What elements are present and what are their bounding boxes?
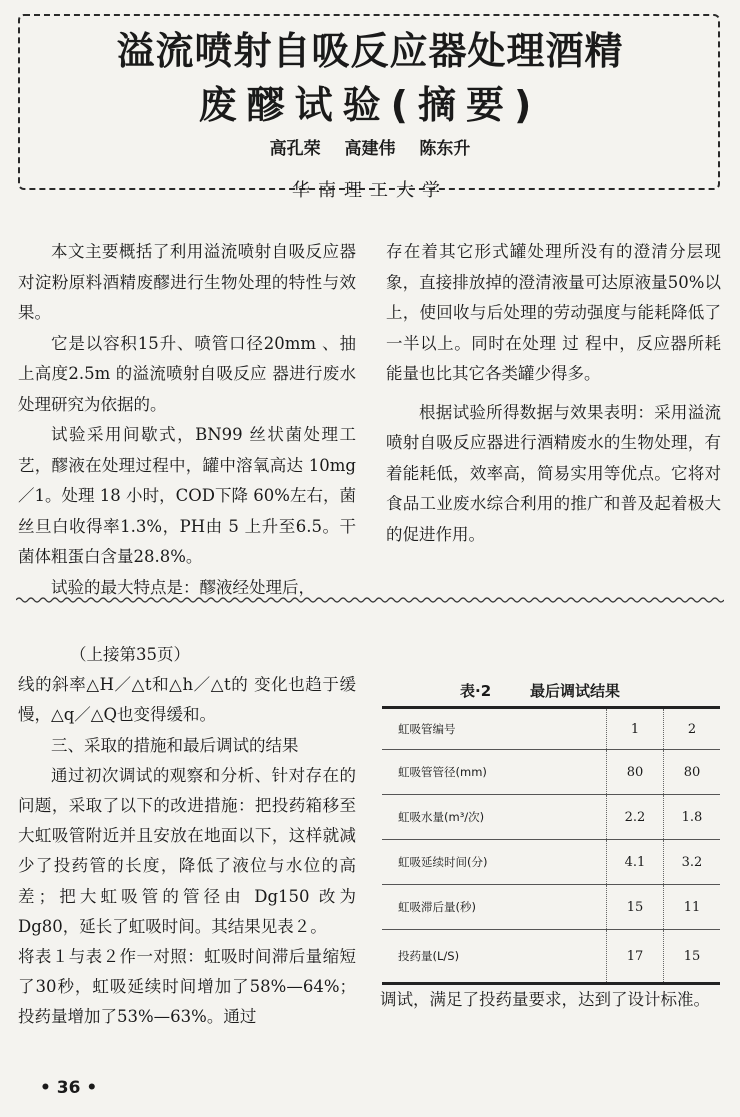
continuation-paragraph-4: 调试，满足了投药量要求，达到了设计标准。 xyxy=(380,990,710,1009)
affiliation: 华南理工大学 xyxy=(292,180,448,201)
table-cell-value-1: 17 xyxy=(607,930,664,984)
table-cell-value-1: 4.1 xyxy=(607,840,664,885)
table-row-label: 虹吸延续时间(分) xyxy=(382,840,607,885)
continuation-column xyxy=(18,640,356,1033)
authors: 高孔荣 高建伟 陈东升 xyxy=(269,139,471,159)
table-row-label: 虹吸管编号 xyxy=(382,708,607,750)
abstract-paragraph-4: 试验的最大特点是：醪液经处理后， xyxy=(51,577,315,597)
abstract-right-column xyxy=(386,237,721,550)
table-cell-value-2: 15 xyxy=(664,930,721,984)
table-cell-value-1: 2.2 xyxy=(607,795,664,840)
table-row-label: 虹吸水量(m³/次) xyxy=(382,795,607,840)
wavy-separator xyxy=(16,594,724,606)
title-line-1: 溢流喷射自吸反应器处理酒精 xyxy=(116,29,624,73)
table-row-label: 虹吸管管径(mm) xyxy=(382,750,607,795)
table-title: 最后调试结果 xyxy=(530,682,621,700)
table-cell-value-1: 80 xyxy=(607,750,664,795)
table-row xyxy=(382,750,720,795)
table-cell-value-2: 80 xyxy=(664,750,721,795)
results-table xyxy=(382,706,720,985)
abstract-paragraph-2: 它是以容积15升、喷管口径20mm 、抽上高度2.5m 的溢流喷射自吸反应 器进行废水处理研究为依据的。 xyxy=(18,333,356,414)
continuation-note: （上接第35页） xyxy=(70,645,190,664)
section-heading: 三、采取的措施和最后调试的结果 xyxy=(51,735,299,755)
table-cell-value-2: 2 xyxy=(664,708,721,750)
page-number: • 36 • xyxy=(40,1078,98,1098)
table-row xyxy=(382,885,720,930)
table-number: 表·2 xyxy=(460,682,492,700)
title-line-2: 废醪试验(摘要) xyxy=(198,83,542,127)
after-table-text xyxy=(380,985,720,1015)
table-row xyxy=(382,840,720,885)
abstract-left-column xyxy=(18,237,356,603)
table-row-label: 投药量(L/S) xyxy=(382,930,607,984)
table-cell-value-2: 11 xyxy=(664,885,721,930)
table-cell-value-1: 1 xyxy=(607,708,664,750)
abstract-paragraph-5: 存在着其它形式罐处理所没有的澄清分层现象，直接排放掉的澄清液量可达原液量50%以上，使回收与后处理的劳动强度与能耗降低了一半以上。同时在处理 过 程中，反应器所耗能量也比其它各类罐少得多。 xyxy=(386,242,721,383)
table-cell-value-2: 3.2 xyxy=(664,840,721,885)
continuation-paragraph-1: 线的斜率△H／△t和△h／△t的 变化也趋于缓慢，△q／△Q也变得缓和。 xyxy=(18,675,356,725)
abstract-paragraph-1: 本文主要概括了利用溢流喷射自吸反应器对淀粉原料酒精废醪进行生物处理的特性与效果。 xyxy=(18,242,356,322)
abstract-paragraph-6: 根据试验所得数据与效果表明：采用溢流喷射自吸反应器进行酒精废水的生物处理，有着能耗低，效率高，简易实用等优点。它将对食品工业废水综合利用的推广和普及起着极大的促进作用。 xyxy=(386,402,721,544)
table-cell-value-2: 1.8 xyxy=(664,795,721,840)
table-row xyxy=(382,930,720,984)
continuation-paragraph-2: 通过初次调试的观察和分析、针对存在的问题，采取了以下的改进措施：把投药箱移至大虹吸管附近并且安放在地面以下，这样就减少了投药管的长度，降低了液位与水位的高差；把大虹吸管的管径由 Dg150 改为 Dg80，延长了虹吸时间。其结果见表２。 xyxy=(18,765,356,936)
table-row xyxy=(382,708,720,750)
table-row xyxy=(382,795,720,840)
table-cell-value-1: 15 xyxy=(607,885,664,930)
abstract-paragraph-3: 试验采用间歇式，BN99 丝状菌处理工艺，醪液在处理过程中，罐中溶氧高达 10mg／1。处理 18 小时，COD下降 60%左右，菌丝旦白收得率1.3%，PH由 5 上升至6.5。干菌体粗蛋白含量28.8%。 xyxy=(18,425,356,566)
continuation-paragraph-3: 将表１与表２作一对照：虹吸时间滞后量缩短了30秒，虹吸延续时间增加了58%—64%；投药量增加了53%—63%。通过 xyxy=(18,947,356,1027)
table-row-label: 虹吸滞后量(秒) xyxy=(382,885,607,930)
